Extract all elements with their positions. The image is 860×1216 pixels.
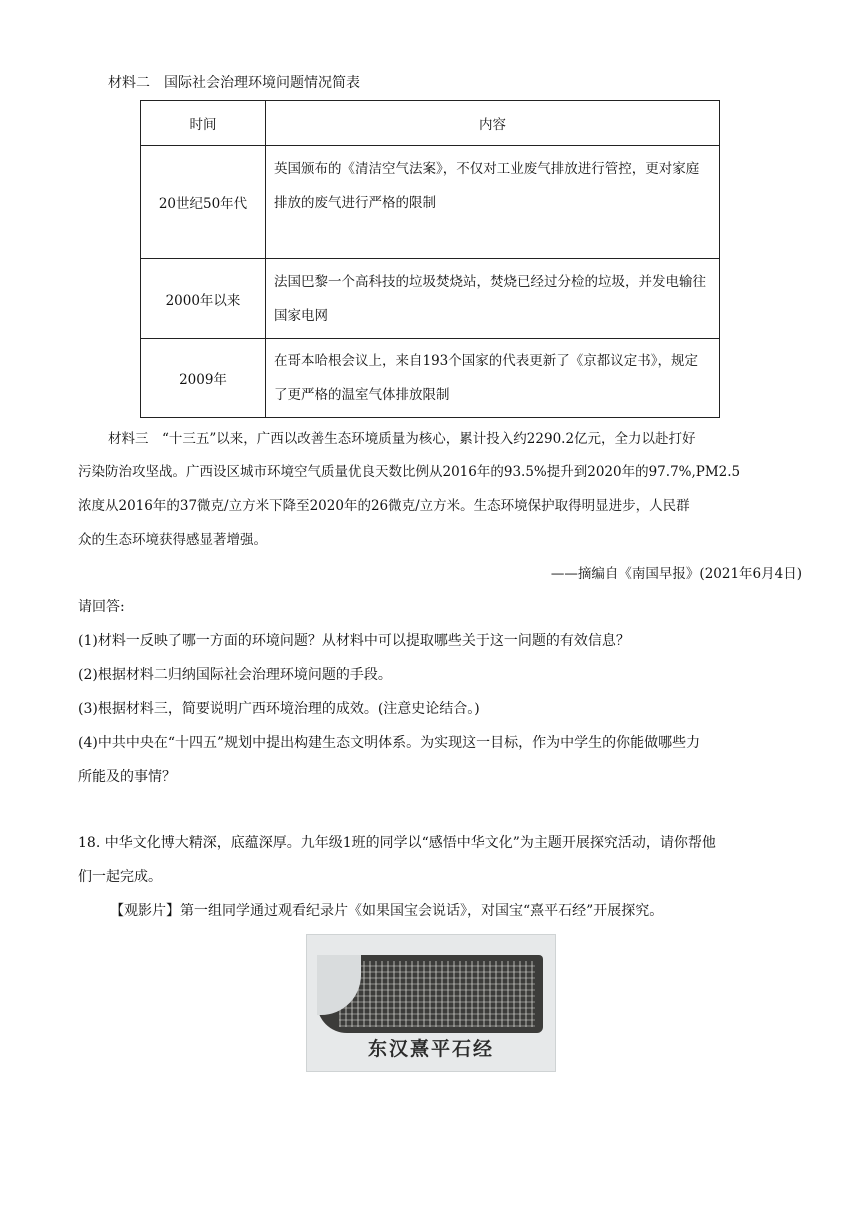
row-content: 在哥本哈根会议上，来自193个国家的代表更新了《京都议定书》，规定了更严格的温室气体排放限制: [266, 339, 720, 418]
row-time: 2009年: [141, 339, 266, 418]
material2-title: 材料二 国际社会治理环境问题情况简表: [108, 75, 360, 91]
question-4: (4)中共中央在“十四五”规划中提出构建生态文明体系。为实现这一目标，作为中学生的你能做哪些力: [78, 735, 701, 751]
questions-prompt: 请回答:: [78, 599, 125, 615]
question-3: (3)根据材料三，简要说明广西环境治理的成效。(注意史论结合。): [78, 701, 480, 717]
question-4-continued: 所能及的事情？: [78, 769, 176, 785]
material3-line: 材料三 “十三五”以来，广西以改善生态环境质量为核心，累计投入约2290.2亿元，全力以赴打好: [108, 431, 696, 447]
material3-line: 污染防治攻坚战。广西设区城市环境空气质量优良天数比例从2016年的93.5%提升到2020年的97.7%,PM2.5: [78, 464, 741, 480]
photo-caption: 东汉熹平石经: [367, 1038, 494, 1060]
question-18-continued: 们一起完成。: [78, 869, 162, 885]
question-18: 18. 中华文化博大精深，底蕴深厚。九年级1班的同学以“感悟中华文化”为主题开展探究活动，请你帮他: [78, 835, 716, 851]
row-content: 法国巴黎一个高科技的垃圾焚烧站，焚烧已经过分检的垃圾，并发电输往国家电网: [266, 259, 720, 339]
header-time: 时间: [141, 101, 266, 146]
table-row: [141, 146, 720, 259]
row-content: 英国颁布的《清洁空气法案》，不仅对工业废气排放进行管控，更对家庭排放的废气进行严格的限制: [266, 146, 720, 259]
table-row: [141, 259, 720, 339]
table-row: [141, 339, 720, 418]
material3-line: 众的生态环境获得感显著增强。: [78, 532, 267, 548]
question-18-task: 【观影片】第一组同学通过观看纪录片《如果国宝会说话》，对国宝“熹平石经”开展探究。: [110, 903, 664, 919]
material2-table: [140, 100, 720, 418]
question-1: (1)材料一反映了哪一方面的环境问题？从材料中可以提取哪些关于这一问题的有效信息？: [78, 633, 630, 649]
question-2: (2)根据材料二归纳国际社会治理环境问题的手段。: [78, 667, 392, 683]
header-content: 内容: [266, 101, 720, 146]
stone-tablet-image: [317, 955, 543, 1033]
row-time: 2000年以来: [141, 259, 266, 339]
material3-source: ——摘编自《南国早报》(2021年6月4日): [550, 566, 802, 582]
material3-line: 浓度从2016年的37微克/立方米下降至2020年的26微克/立方米。生态环境保护取得明显进步，人民群: [78, 498, 690, 514]
stone-classics-photo: [306, 934, 556, 1072]
table-header-row: [141, 101, 720, 146]
row-time: 20世纪50年代: [141, 146, 266, 259]
